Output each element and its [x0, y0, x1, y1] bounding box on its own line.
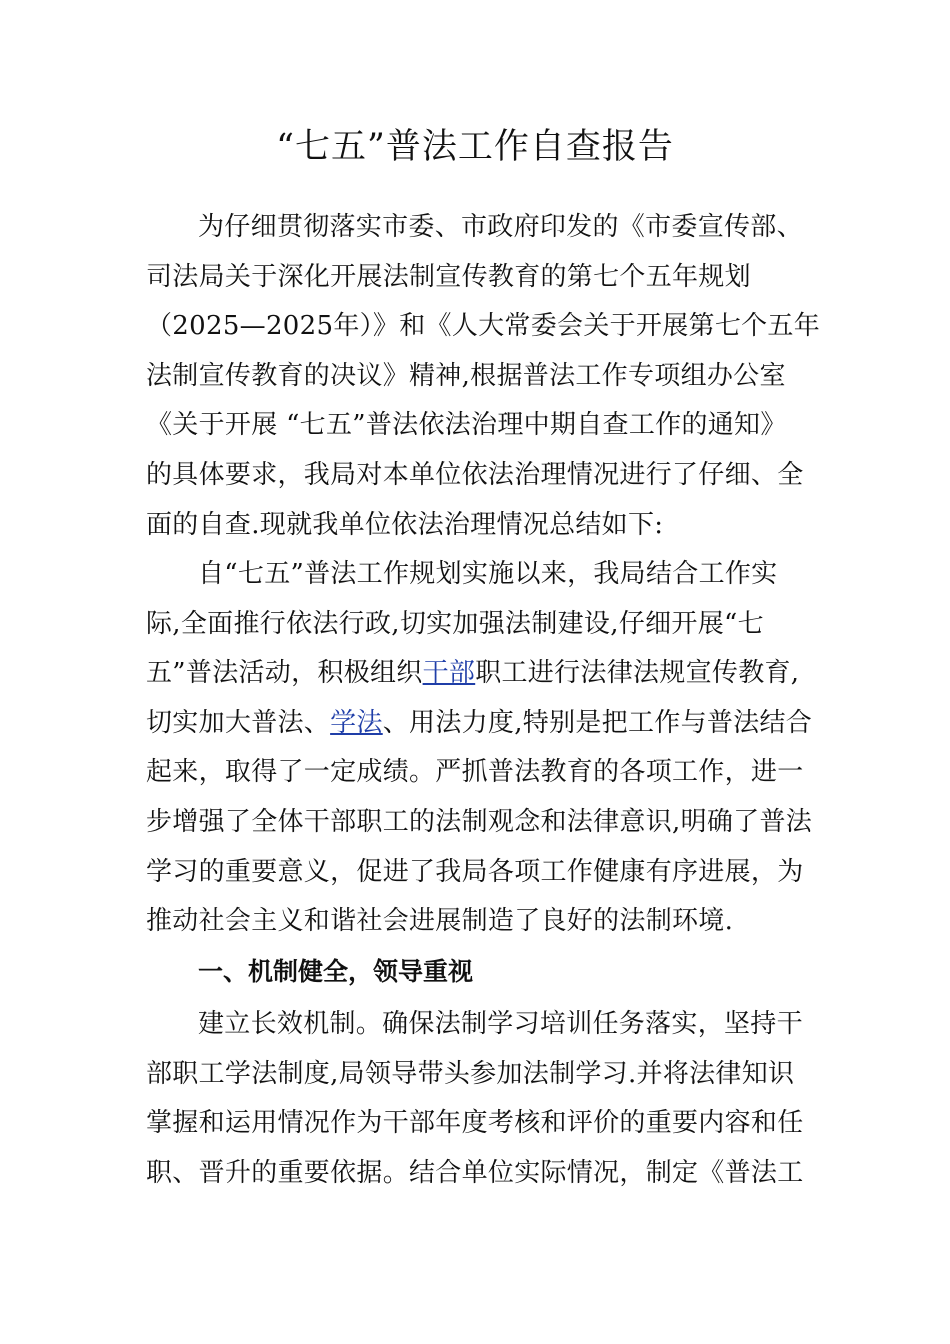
document-title: “七五”普法工作自查报告 — [276, 127, 674, 167]
study-law-link[interactable]: 学法 — [330, 707, 383, 738]
text-line: 为仔细贯彻落实市委、市政府印发的《市委宣传部、 — [198, 212, 803, 242]
text-line: 司法局关于深化开展法制宣传教育的第七个五年规划 — [146, 261, 751, 292]
text-line: 的具体要求，我局对本单位依法治理情况进行了仔细、全 — [146, 459, 804, 490]
cadre-link[interactable]: 干部 — [422, 658, 476, 689]
text-line: （2025—2025年）》和《人大常委会关于开展第七个五年 — [146, 311, 821, 342]
text-line: 学习的重要意义，促进了我局各项工作健康有序进展，为 — [146, 856, 804, 887]
section-heading: 一、机制健全，领导重视 — [198, 957, 474, 986]
text-segment: 五”普法活动，积极组织 — [146, 658, 423, 689]
text-line: 推动社会主义和谐社会进展制造了良好的法制环境. — [146, 906, 734, 937]
text-line: 掌握和运用情况作为干部年度考核和评价的重要内容和任 — [146, 1108, 804, 1139]
paragraph-intro — [146, 203, 821, 550]
text-segment: 、用法力度,特别是把工作与普法结合 — [382, 707, 813, 738]
text-line: 《关于开展 “七五”普法依法治理中期自查工作的通知》 — [146, 410, 787, 441]
paragraph-mechanism — [146, 1000, 806, 1198]
text-line — [146, 649, 806, 699]
text-line — [146, 699, 813, 749]
text-line: 际,全面推行依法行政,切实加强法制建设,仔细开展“七 — [146, 608, 764, 639]
text-line: 部职工学法制度,局领导带头参加法制学习.并将法律知识 — [146, 1058, 795, 1089]
text-line: 步增强了全体干部职工的法制观念和法律意识,明确了普法 — [146, 806, 813, 837]
text-line: 起来，取得了一定成绩。严抓普法教育的各项工作，进一 — [146, 757, 804, 788]
text-segment: 职工进行法律法规宣传教育, — [475, 658, 800, 689]
text-segment: 切实加大普法、 — [146, 707, 331, 738]
text-line: 自“七五”普法工作规划实施以来，我局结合工作实 — [198, 559, 778, 589]
paragraph-summary — [146, 550, 813, 947]
text-line: 建立长效机制。确保法制学习培训任务落实，坚持干 — [198, 1009, 803, 1039]
text-line: 法制宣传教育的决议》精神,根据普法工作专项组办公室 — [146, 360, 786, 391]
text-line: 职、晋升的重要依据。结合单位实际情况，制定《普法工 — [146, 1157, 804, 1188]
text-line: 面的自查.现就我单位依法治理情况总结如下: — [146, 509, 664, 540]
